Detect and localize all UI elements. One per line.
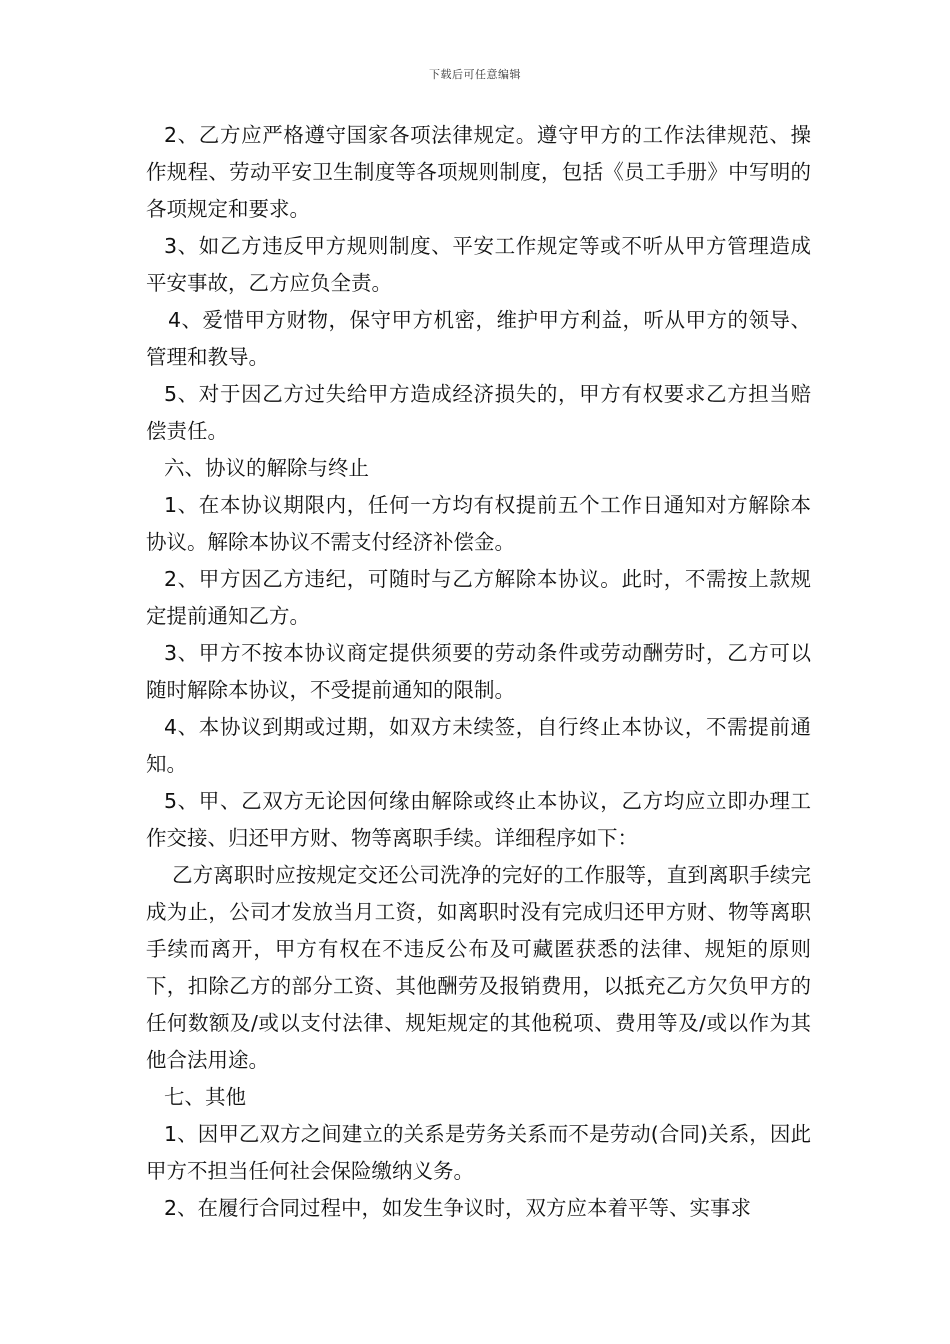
section-heading: 六、协议的解除与终止 — [164, 456, 369, 480]
clause-paragraph: 4、爱惜甲方财物，保守甲方机密，维护甲方利益，听从甲方的领导、管理和教导。 — [146, 308, 811, 369]
clause-paragraph: 5、对于因乙方过失给甲方造成经济损失的，甲方有权要求乙方担当赔偿责任。 — [146, 382, 811, 443]
clause-paragraph: 5、甲、乙双方无论因何缘由解除或终止本协议，乙方均应立即办理工作交接、归还甲方财、物等离职手续。详细程序如下： — [146, 789, 811, 850]
clause-paragraph: 乙方离职时应按规定交还公司洗净的完好的工作服等，直到离职手续完成为止，公司才发放当月工资，如离职时没有完成归还甲方财、物等离职手续而离开，甲方有权在不违反公布及可藏匿获悉的法律、规矩的原则下，扣除乙方的部分工资、其他酬劳及报销费用，以抵充乙方欠负甲方的任何数额及/或以支付法律、规矩规定的其他税项、费用等及/或以作为其他合法用途。 — [146, 863, 811, 1072]
clause-paragraph: 1、在本协议期限内，任何一方均有权提前五个工作日通知对方解除本协议。解除本协议不需支付经济补偿金。 — [146, 493, 811, 554]
clause-paragraph: 2、甲方因乙方违纪，可随时与乙方解除本协议。此时，不需按上款规定提前通知乙方。 — [146, 567, 811, 628]
section-heading: 七、其他 — [164, 1085, 246, 1109]
clause-paragraph: 4、本协议到期或过期，如双方未续签，自行终止本协议，不需提前通知。 — [146, 715, 811, 776]
page-header-note: 下载后可任意编辑 — [429, 68, 521, 81]
clause-paragraph: 3、如乙方违反甲方规则制度、平安工作规定等或不听从甲方管理造成平安事故，乙方应负全责。 — [146, 234, 811, 295]
clause-paragraph: 1、因甲乙双方之间建立的关系是劳务关系而不是劳动(合同)关系，因此甲方不担当任何社会保险缴纳义务。 — [146, 1122, 811, 1183]
clause-paragraph: 2、在履行合同过程中，如发生争议时，双方应本着平等、实事求 — [164, 1196, 752, 1220]
document-body — [146, 117, 811, 1227]
clause-paragraph: 2、乙方应严格遵守国家各项法律规定。遵守甲方的工作法律规范、操作规程、劳动平安卫生制度等各项规则制度，包括《员工手册》中写明的各项规定和要求。 — [146, 123, 811, 221]
clause-paragraph: 3、甲方不按本协议商定提供须要的劳动条件或劳动酬劳时，乙方可以随时解除本协议，不受提前通知的限制。 — [146, 641, 811, 702]
